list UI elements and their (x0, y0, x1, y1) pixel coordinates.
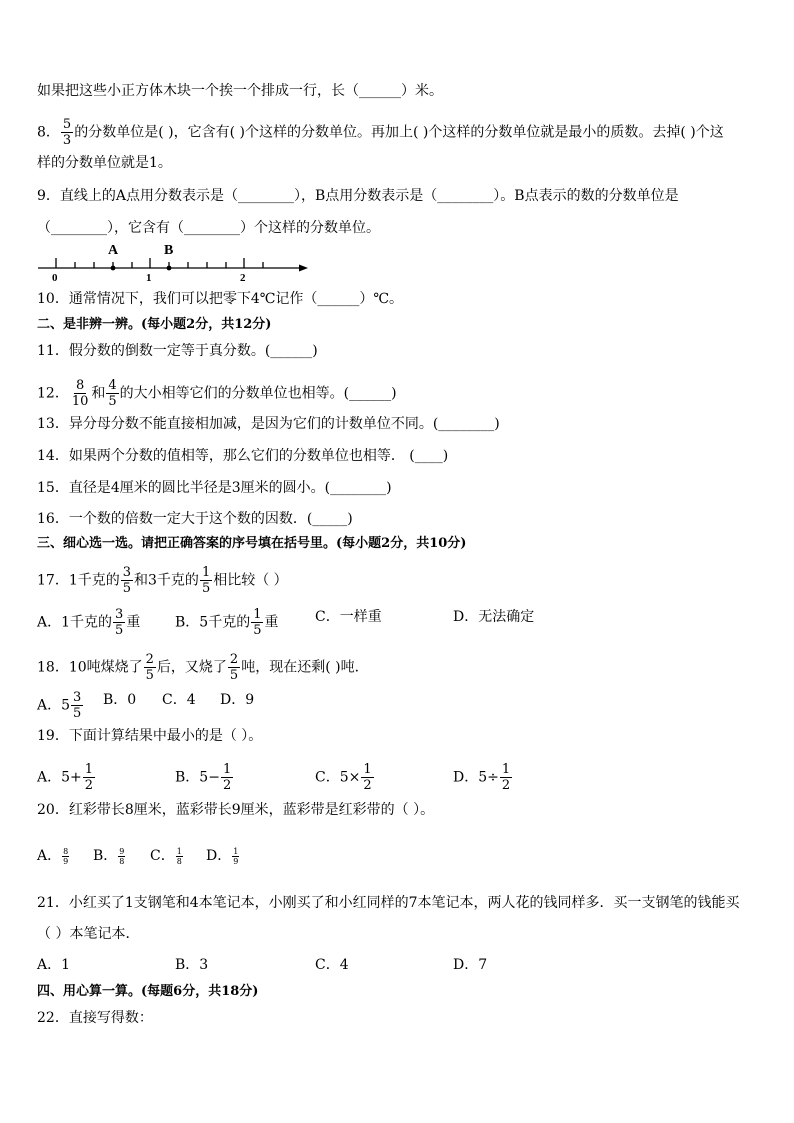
point-b (167, 266, 172, 271)
label-b: B (164, 243, 174, 258)
q18-option-c[interactable]: C．4 (162, 692, 196, 708)
q8-number: 8． (37, 124, 60, 141)
q20-option-c[interactable]: C． $\frac{1}{8}$ (150, 846, 182, 866)
q13: 13．异分母分数不能直接相加减，是因为它们的计数单位不同。(________) (37, 416, 500, 432)
q19-option-a[interactable]: A．5+ $\frac{1}{2}$ (37, 762, 94, 793)
section-3-heading: 三、细心选一选。请把正确答案的序号填在括号里。(每小题2分，共10分) (37, 536, 467, 551)
q9-line1: 9．直线上的A点用分数表示是（________），B点用分数表示是（________）。B点表示的数的分数单位是 (37, 188, 679, 204)
q11: 11．假分数的倒数一定等于真分数。(______) (37, 343, 318, 359)
q8-fraction: $\frac{5}{3}$ (62, 117, 72, 148)
number-line (36, 240, 316, 282)
q19-option-c[interactable]: C．5× $\frac{1}{2}$ (315, 762, 372, 793)
q21-option-a[interactable]: A．1 (37, 957, 71, 973)
q14: 14．如果两个分数的值相等，那么它们的分数单位也相等． (____) (37, 448, 449, 464)
q19-option-d[interactable]: D．5÷ $\frac{1}{2}$ (453, 762, 511, 793)
q17-option-c[interactable]: C．一样重 (315, 609, 382, 625)
q19-stem: 19．下面计算结果中最小的是（ ）。 (37, 728, 263, 744)
q18-option-d[interactable]: D．9 (220, 692, 255, 708)
q20-option-a[interactable]: A． $\frac{8}{9}$ (37, 846, 69, 866)
q15: 15．直径是4厘米的圆比半径是3厘米的圆小。(________) (37, 480, 392, 496)
q17-stem: 17．1千克的 $\frac{3}{5}$ 和3千克的 $\frac{1}{5}$ 相比较（ ） (37, 565, 288, 596)
q20-stem: 20．红彩带长8厘米，蓝彩带长9厘米，蓝彩带是红彩带的（ ）。 (37, 802, 435, 818)
section-4-heading: 四、用心算一算。(每题6分，共18分) (37, 984, 259, 999)
q21-option-c[interactable]: C．4 (315, 957, 349, 973)
q9-line2: （________），它含有（________）个这样的分数单位。 (37, 220, 380, 236)
q16: 16．一个数的倍数一定大于这个数的因数．(_____) (37, 511, 353, 527)
q17-option-b[interactable]: B．5千克的 $\frac{1}{5}$ 重 (175, 607, 279, 638)
q10: 10．通常情况下，我们可以把零下4℃记作（______）℃。 (37, 291, 404, 307)
q12: 12． $\frac{8}{10}$ 和 $\frac{4}{5}$ 的大小相等它们的分数单位也相等。(______) (37, 378, 397, 409)
q19-option-b[interactable]: B．5− $\frac{1}{2}$ (175, 762, 232, 793)
q7-tail: 如果把这些小正方体木块一个挨一个排成一行，长（______）米。 (37, 83, 443, 99)
label-a: A (108, 243, 119, 258)
q8-line2: 样的分数单位就是1。 (37, 155, 172, 171)
q18-stem: 18．10吨煤烧了 $\frac{2}{5}$ 后，又烧了 $\frac{2}{5}$ 吨，现在还剩( )吨． (37, 652, 369, 683)
q8-line1 (37, 117, 724, 148)
q12-fraction-a: $\frac{8}{10}$ (71, 378, 89, 409)
q21-option-d[interactable]: D．7 (453, 957, 488, 973)
q17-option-d[interactable]: D．无法确定 (453, 609, 535, 625)
tick-label-0: 0 (52, 272, 58, 282)
q22: 22．直接写得数： (37, 1010, 153, 1026)
q21-option-b[interactable]: B．3 (175, 957, 209, 973)
q18-option-b[interactable]: B．0 (103, 692, 137, 708)
q17-option-a[interactable]: A．1千克的 $\frac{3}{5}$ 重 (37, 607, 141, 638)
q12-fraction-b: $\frac{4}{5}$ (108, 378, 117, 409)
tick-label-1: 1 (146, 272, 152, 282)
q8-text1: 的分数单位是( )，它含有( )个这样的分数单位。再加上( )个这样的分数单位就是最小的质数。去掉( )个这 (74, 124, 724, 141)
q20-option-d[interactable]: D． $\frac{1}{9}$ (206, 846, 239, 866)
section-2-heading: 二、是非辨一辨。(每小题2分，共12分) (37, 317, 272, 332)
q21-line1: 21．小红买了1支钢笔和4本笔记本，小刚买了和小红同样的7本笔记本，两人花的钱同样多．买一支钢笔的钱能买 (37, 895, 740, 911)
q20-option-b[interactable]: B． $\frac{9}{8}$ (93, 846, 125, 866)
point-a (111, 266, 116, 271)
tick-label-2: 2 (240, 272, 246, 282)
q18-option-a[interactable]: A．5 $\frac{3}{5}$ (37, 690, 82, 721)
q21-line2: （ ）本笔记本． (37, 926, 140, 942)
